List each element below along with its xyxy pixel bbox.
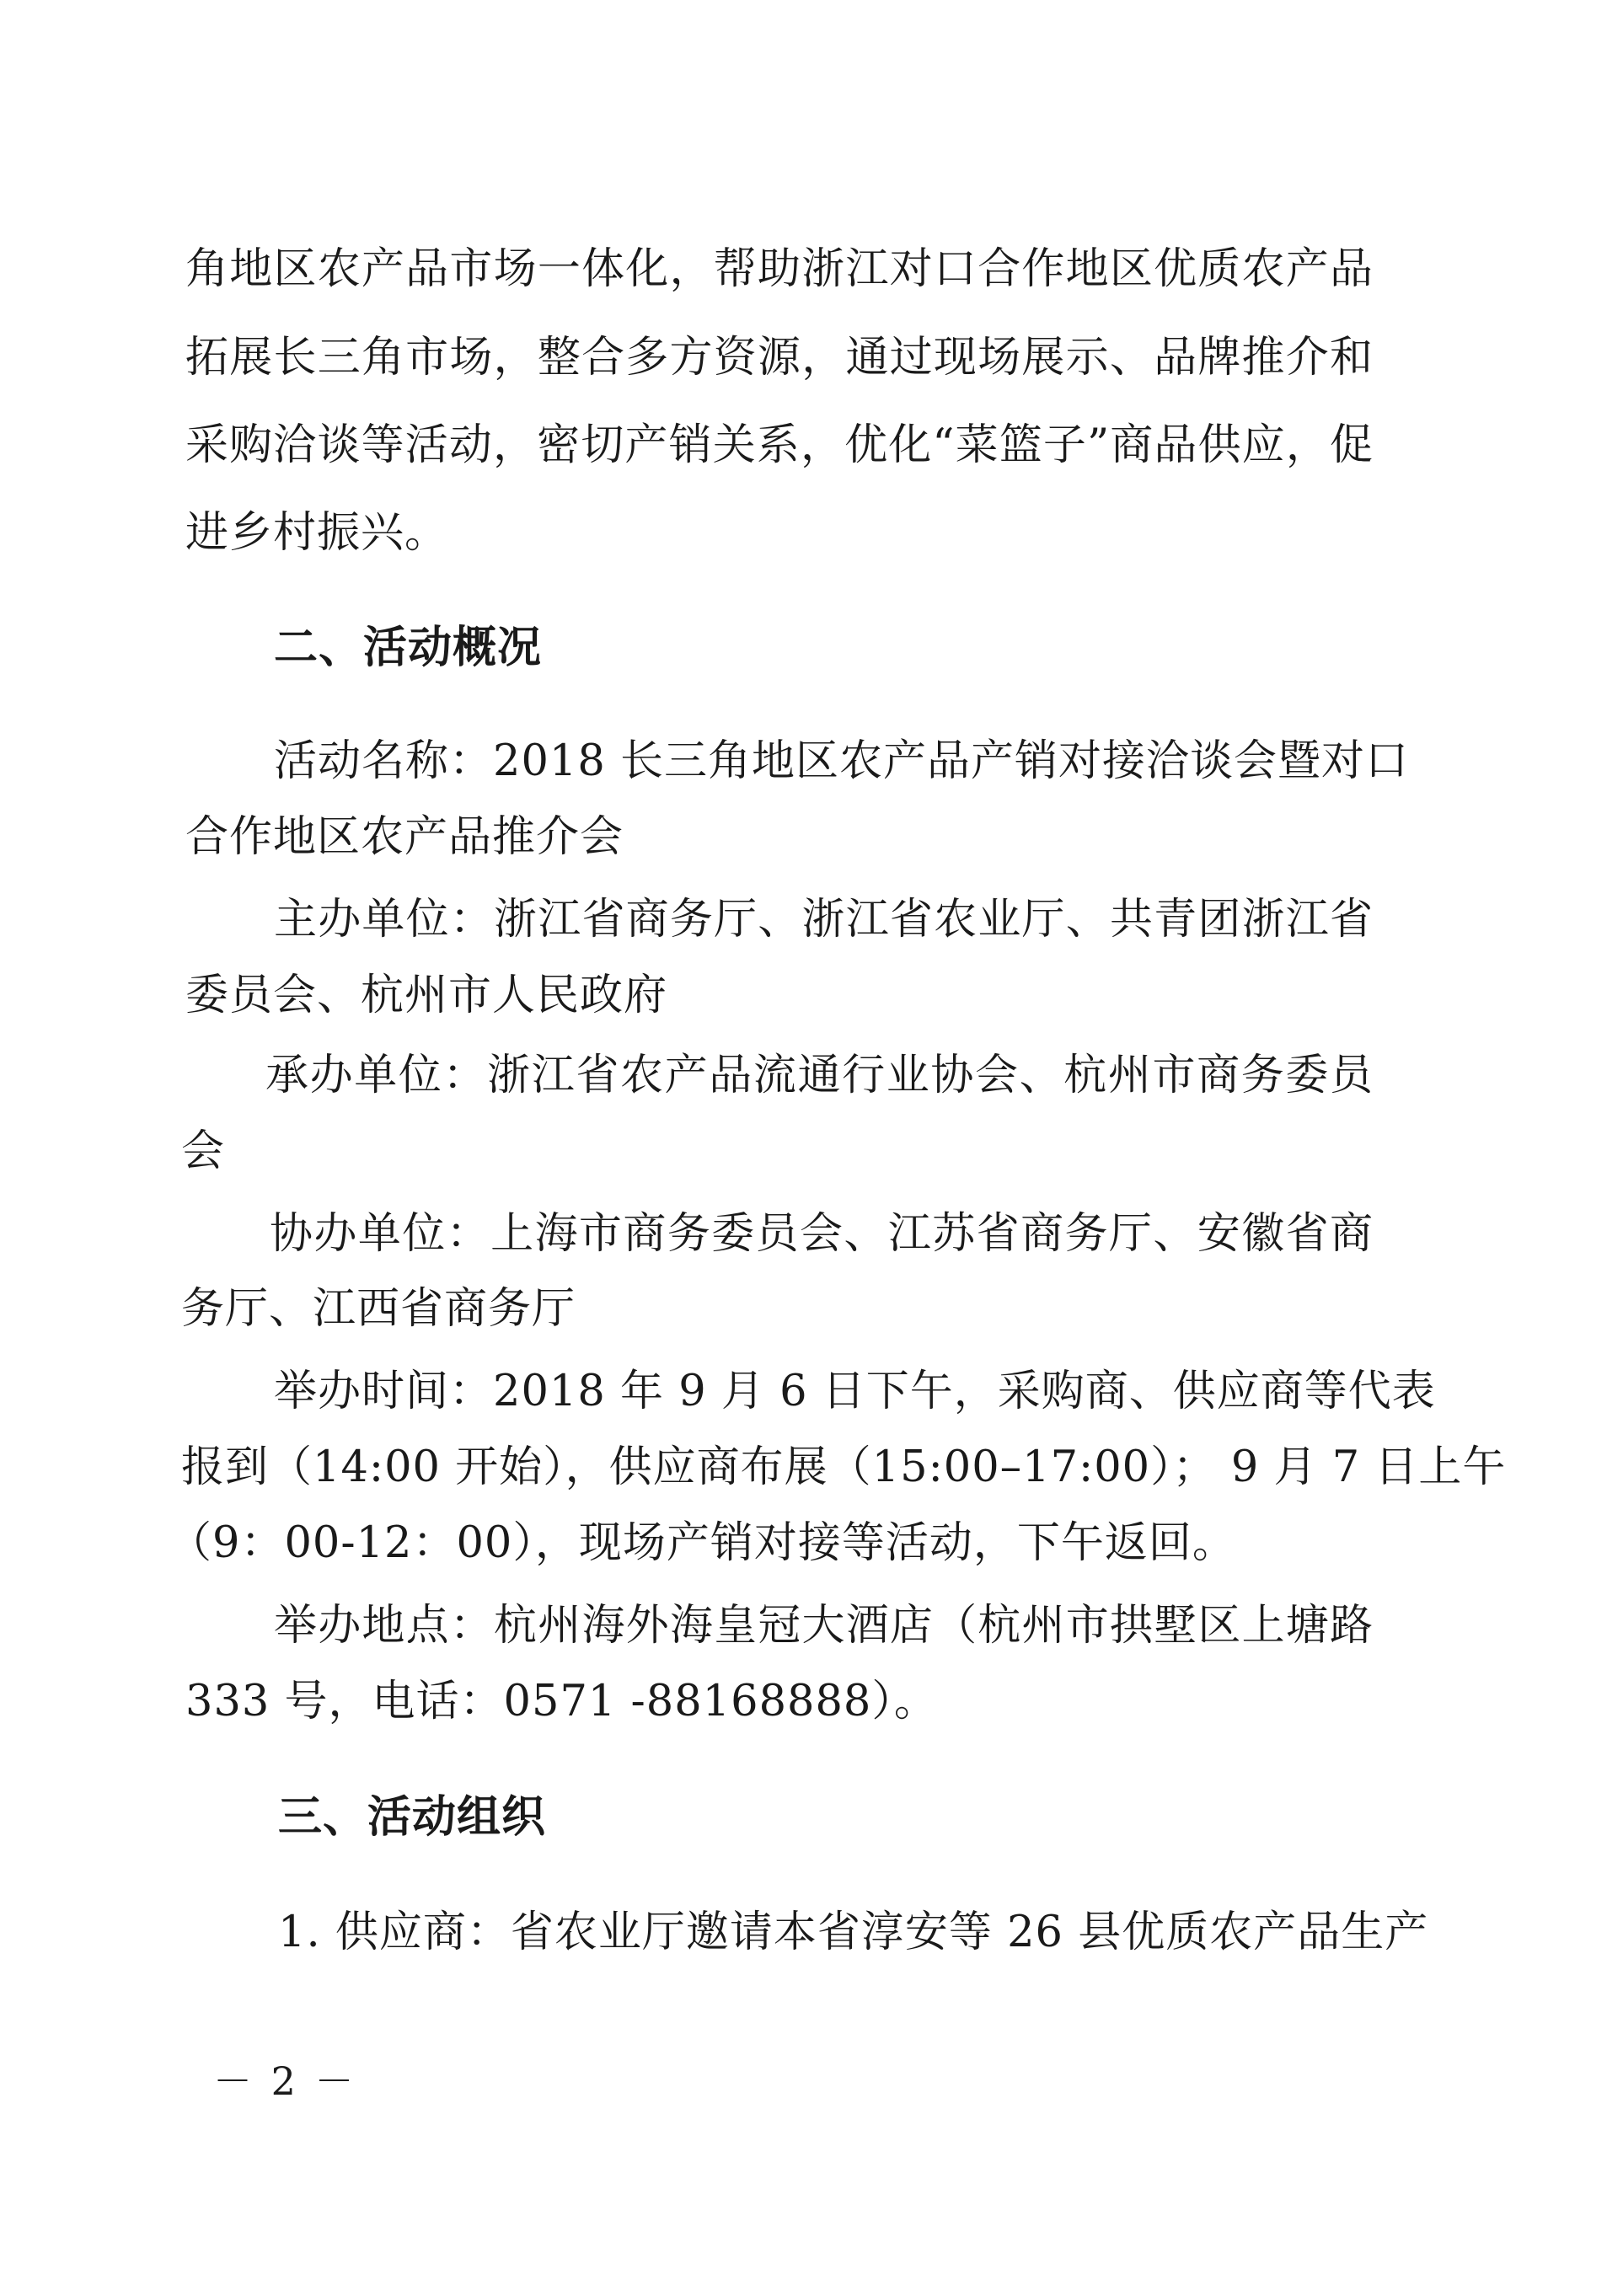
- intro-line-4: 进乡村振兴。: [185, 508, 449, 558]
- intro-line-1: 角地区农产品市场一体化，帮助浙江对口合作地区优质农产品: [185, 244, 1374, 294]
- venue-line-2: 333 号，电话：0571 -88168888）。: [185, 1677, 938, 1726]
- section-heading-organization: 三、活动组织: [278, 1792, 547, 1843]
- time-line-2: 报到（14:00 开始），供应商布展（15:00–17:00）； 9 月 7 日上午: [181, 1442, 1507, 1492]
- event-name-line-2: 合作地区农产品推介会: [185, 812, 624, 862]
- organizer-line-2: 会: [181, 1127, 226, 1176]
- co-organizer-line-2: 务厅、江西省商务厅: [181, 1284, 576, 1334]
- host-line-2: 委员会、杭州市人民政府: [185, 971, 668, 1020]
- page-number: － 2 －: [213, 2058, 357, 2104]
- organizer-line-1: 承办单位：浙江省农产品流通行业协会、杭州市商务委员: [265, 1051, 1374, 1100]
- co-organizer-line-1: 协办单位：上海市商务委员会、江苏省商务厅、安徽省商: [270, 1209, 1374, 1259]
- event-name-line-1: 活动名称：2018 长三角地区农产品产销对接洽谈会暨对口: [274, 736, 1410, 786]
- venue-line-1: 举办地点：杭州海外海皇冠大酒店（杭州市拱墅区上塘路: [274, 1601, 1374, 1651]
- time-line-3: （9：00-12：00），现场产销对接等活动，下午返回。: [169, 1518, 1236, 1568]
- section-heading-overview: 二、活动概况: [274, 623, 543, 673]
- intro-line-3: 采购洽谈等活动，密切产销关系，优化“菜篮子”商品供应，促: [185, 420, 1374, 470]
- time-line-1: 举办时间：2018 年 9 月 6 日下午，采购商、供应商等代表: [274, 1367, 1436, 1416]
- host-line-1: 主办单位：浙江省商务厅、浙江省农业厅、共青团浙江省: [274, 895, 1374, 945]
- supplier-line-1: 1. 供应商：省农业厅邀请本省淳安等 26 县优质农产品生产: [278, 1908, 1429, 1957]
- intro-line-2: 拓展长三角市场，整合多方资源，通过现场展示、品牌推介和: [185, 333, 1374, 383]
